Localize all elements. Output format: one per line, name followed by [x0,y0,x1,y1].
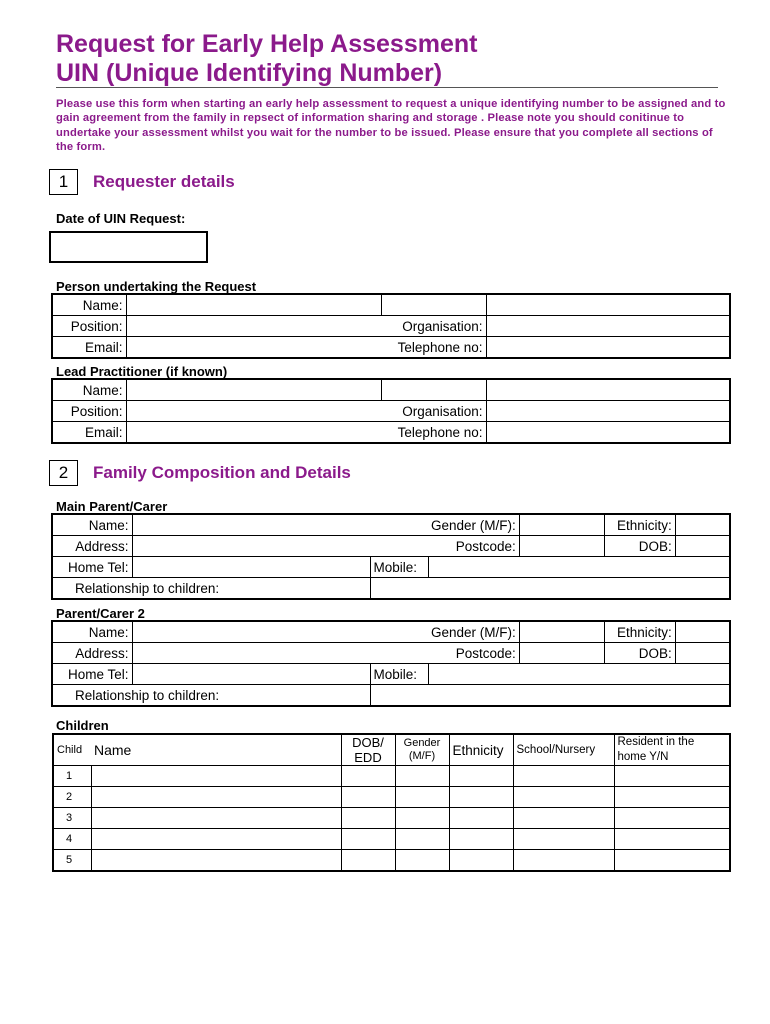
carer2-postcode-field[interactable] [519,643,604,664]
section-2-number: 2 [49,460,78,486]
child-school-field[interactable] [513,766,614,787]
title-rule [56,87,718,88]
postcode-label: Postcode: [428,643,519,664]
main-dob-field[interactable] [675,536,730,557]
children-header-row [53,734,730,766]
child-ethnicity-field[interactable] [449,787,513,808]
page-title [56,30,477,88]
person-table [51,293,731,359]
hometel-label: Home Tel: [52,557,132,578]
table-row [53,766,730,787]
carer2-dob-field[interactable] [675,643,730,664]
col-gender [395,734,449,766]
child-school-field[interactable] [513,787,614,808]
name-label: Name: [52,514,132,536]
carer2-gender-field[interactable] [519,621,604,643]
col-school: School/Nursery [513,734,614,766]
email-label: Email: [52,337,126,359]
table-row [52,536,730,557]
telephone-label: Telephone no: [381,337,486,359]
table-row [52,401,730,422]
main-hometel-field[interactable] [132,557,370,578]
child-gender-field[interactable] [395,829,449,850]
table-row [52,316,730,337]
main-mobile-field[interactable] [428,557,730,578]
main-carer-heading: Main Parent/Carer [56,499,168,514]
postcode-label: Postcode: [428,536,519,557]
lead-telephone-field[interactable] [486,422,730,444]
lead-table [51,378,731,444]
person-email-field[interactable] [126,337,381,359]
carer2-relationship-field[interactable] [370,685,730,707]
carer2-table [51,620,731,707]
carer2-hometel-field[interactable] [132,664,370,685]
child-dob-field[interactable] [341,850,395,872]
col-name: Name [91,734,341,766]
main-ethnicity-field[interactable] [675,514,730,536]
position-label: Position: [52,316,126,337]
child-gender-field[interactable] [395,787,449,808]
main-address-field[interactable] [132,536,428,557]
gender-label: Gender (M/F): [428,514,519,536]
name-label: Name: [52,379,126,401]
date-label: Date of UIN Request: [56,211,186,226]
lead-position-field[interactable] [126,401,381,422]
child-number: 4 [53,829,91,850]
child-ethnicity-field[interactable] [449,808,513,829]
child-school-field[interactable] [513,829,614,850]
child-school-field[interactable] [513,850,614,872]
child-resident-field[interactable] [614,787,730,808]
intro-text: Please use this form when starting an early help assessment to request a unique identifying number to be assigned and to gain agreement from the family in repsect of information sharing and storage . Please note you should conitinue to undertake your assessment whilst you wait for the number to be issued. Please ensure that you complete all sections of the form. [56,98,726,153]
children-heading: Children [56,718,109,733]
col-resident [614,734,730,766]
main-gender-field[interactable] [519,514,604,536]
col-dob-line2: EDD [354,750,382,765]
child-ethnicity-field[interactable] [449,766,513,787]
col-dob [341,734,395,766]
blank-field[interactable] [486,379,730,401]
date-input[interactable] [49,231,208,263]
address-label: Address: [52,643,132,664]
person-position-field[interactable] [126,316,381,337]
table-row [52,685,730,707]
child-ethnicity-field[interactable] [449,829,513,850]
name-label: Name: [52,294,126,316]
table-row [52,578,730,600]
blank-field[interactable] [486,294,730,316]
title-line-2: UIN (Unique Identifying Number) [56,59,443,87]
col-gender-line1: Gender [403,737,441,749]
section-1-number: 1 [49,169,78,195]
table-row [52,621,730,643]
section-2-heading: Family Composition and Details [93,463,351,482]
child-number: 2 [53,787,91,808]
email-label: Email: [52,422,126,444]
relationship-row [52,578,370,600]
telephone-label: Telephone no: [381,422,486,444]
child-dob-field[interactable] [341,787,395,808]
carer2-name-field[interactable] [132,621,428,643]
address-label: Address: [52,536,132,557]
organisation-label: Organisation: [381,316,486,337]
name-label: Name: [52,621,132,643]
mobile-label: Mobile: [370,557,428,578]
table-row [52,664,730,685]
ethnicity-label: Ethnicity: [604,621,675,643]
carer2-heading: Parent/Carer 2 [56,606,145,621]
child-number: 5 [53,850,91,872]
person-telephone-field[interactable] [486,337,730,359]
mobile-label: Mobile: [370,664,428,685]
col-child: Child [53,734,91,766]
carer2-mobile-field[interactable] [428,664,730,685]
col-dob-line1: DOB/ [352,735,384,750]
child-name-field[interactable] [91,829,341,850]
child-resident-field[interactable] [614,766,730,787]
table-row [52,422,730,444]
child-gender-field[interactable] [395,808,449,829]
relationship-row [52,685,370,707]
child-gender-field[interactable] [395,766,449,787]
children-table [52,733,731,872]
lead-name-field[interactable] [126,379,381,401]
child-dob-field[interactable] [341,808,395,829]
gender-label: Gender (M/F): [428,621,519,643]
child-school-field[interactable] [513,808,614,829]
table-row [53,808,730,829]
main-relationship-field[interactable] [370,578,730,600]
carer2-ethnicity-field[interactable] [675,621,730,643]
blank-cell [381,379,486,401]
section-1-heading: Requester details [93,172,235,191]
child-dob-field[interactable] [341,766,395,787]
child-ethnicity-field[interactable] [449,850,513,872]
title-line-1: Request for Early Help Assessment [56,30,478,58]
child-resident-field[interactable] [614,850,730,872]
main-carer-table [51,513,731,600]
table-row [52,294,730,316]
table-row [53,850,730,872]
blank-cell [381,294,486,316]
child-gender-field[interactable] [395,850,449,872]
lead-email-field[interactable] [126,422,381,444]
table-row [52,337,730,359]
table-row [52,514,730,536]
position-label: Position: [52,401,126,422]
table-row [52,379,730,401]
child-dob-field[interactable] [341,829,395,850]
child-number: 1 [53,766,91,787]
person-name-field[interactable] [126,294,381,316]
child-name-field[interactable] [91,766,341,787]
child-resident-field[interactable] [614,829,730,850]
child-resident-field[interactable] [614,808,730,829]
col-gender-line2: (M/F) [408,750,436,762]
dob-label: DOB: [604,643,675,664]
person-heading: Person undertaking the Request [56,279,257,294]
lead-organisation-field[interactable] [486,401,730,422]
table-row [53,787,730,808]
child-number: 3 [53,808,91,829]
person-organisation-field[interactable] [486,316,730,337]
main-postcode-field[interactable] [519,536,604,557]
dob-label: DOB: [604,536,675,557]
main-name-field[interactable] [132,514,428,536]
child-name-field[interactable] [91,808,341,829]
table-row [53,829,730,850]
hometel-label: Home Tel: [52,664,132,685]
col-ethnicity: Ethnicity [449,734,513,766]
relationship-label: Relationship to children: [75,580,220,596]
child-name-field[interactable] [91,787,341,808]
table-row [52,643,730,664]
relationship-label: Relationship to children: [75,687,220,703]
col-resident-line2: home Y/N [617,751,669,763]
organisation-label: Organisation: [381,401,486,422]
col-resident-line1: Resident in the [617,736,695,748]
ethnicity-label: Ethnicity: [604,514,675,536]
lead-heading: Lead Practitioner (if known) [56,364,228,379]
child-name-field[interactable] [91,850,341,872]
carer2-address-field[interactable] [132,643,428,664]
table-row [52,557,730,578]
